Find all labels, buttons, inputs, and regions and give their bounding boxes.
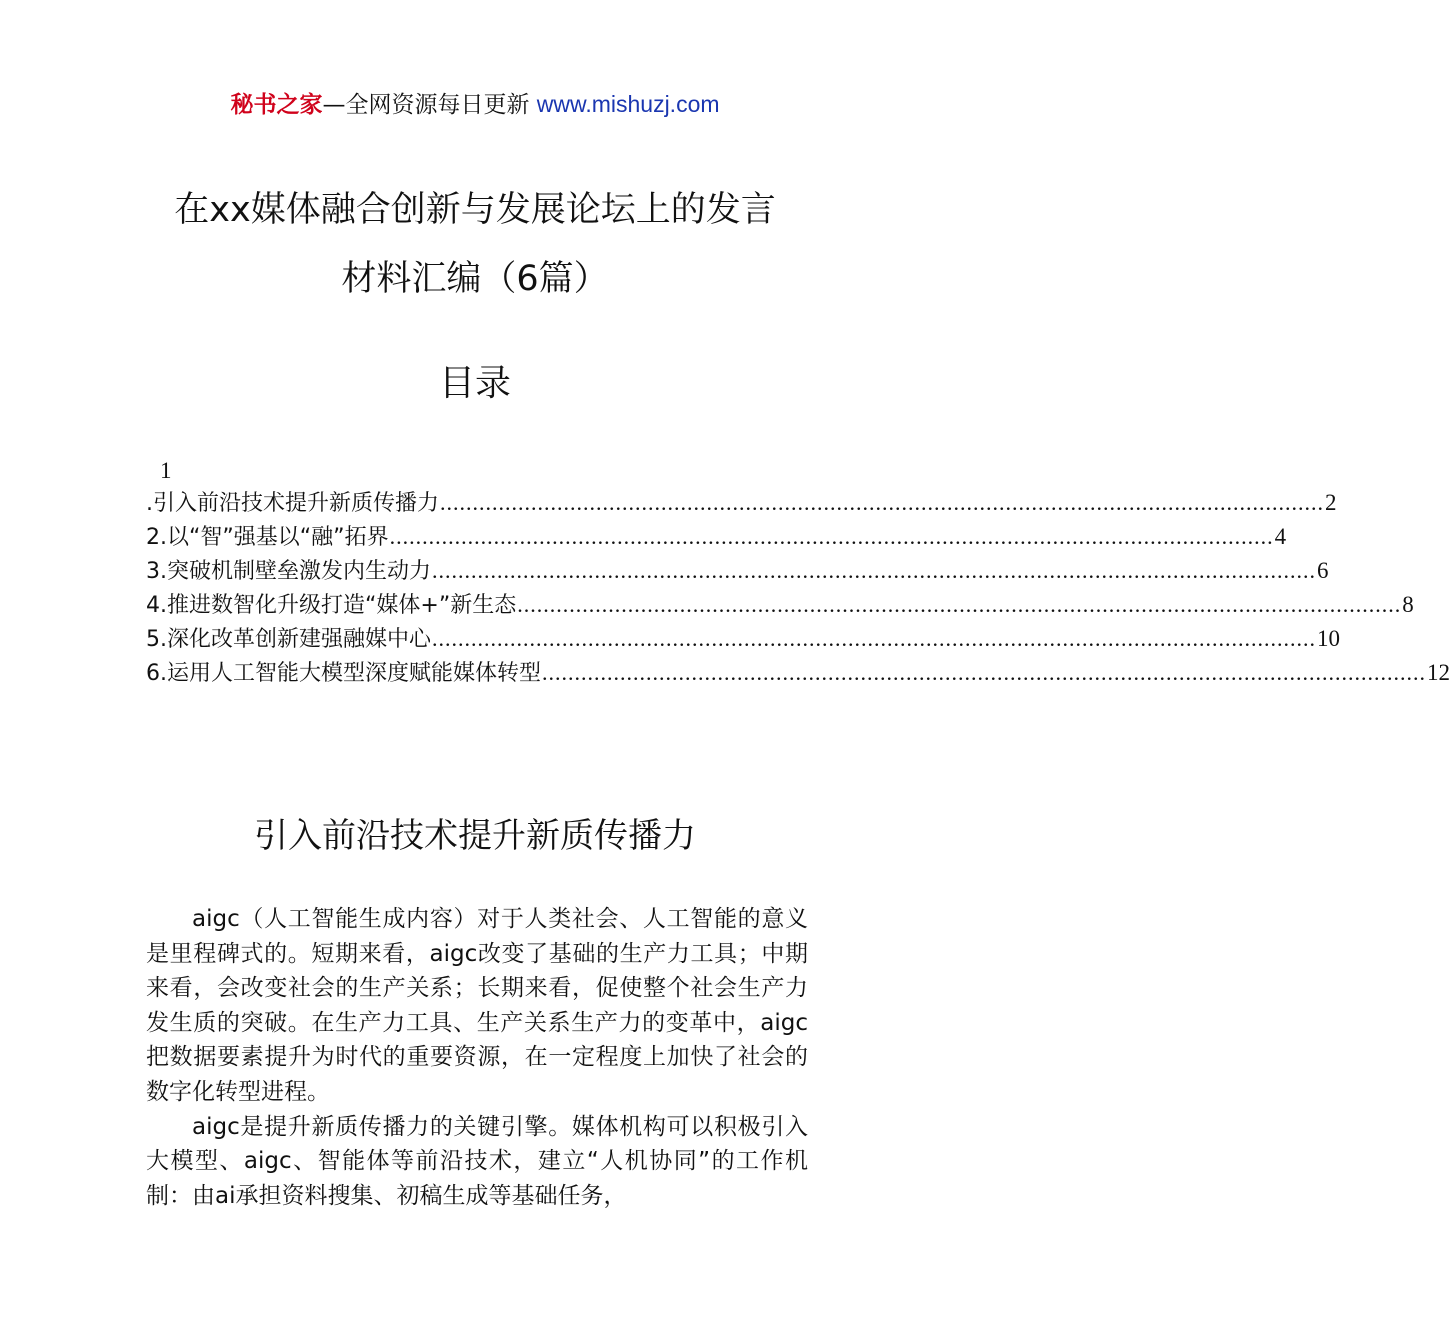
toc-item-label: 2.以“智”强基以“融”拓界 — [146, 525, 389, 550]
toc-first-number: 1 — [160, 458, 172, 483]
toc-leader: ........................................................................................................................................ — [542, 660, 1426, 685]
toc-item-label: .引入前沿技术提升新质传播力 — [146, 491, 439, 516]
site-url-link[interactable]: www.mishuzj.com — [536, 91, 720, 117]
document-title-line1: 在xx媒体融合创新与发展论坛上的发言 — [174, 190, 776, 230]
body-paragraph-1: aigc（人工智能生成内容）对于人类社会、人工智能的意义是里程碑式的。短期来看，aigc改变了基础的生产力工具；中期来看，会改变社会的生产关系；长期来看，促使整个社会生产力发生质的突破。在生产力工具、生产关系生产力的变革中，aigc把数据要素提升为时代的重要资源，在一定程度上加快了社会的数字化转型进程。 — [146, 906, 808, 1105]
toc-item-page: 4 — [1274, 524, 1287, 549]
toc-item-1[interactable] — [146, 486, 1337, 520]
toc-leader: ........................................................................................................................................ — [389, 524, 1274, 549]
toc-item-2[interactable] — [146, 520, 1287, 554]
toc-item-page: 2 — [1325, 490, 1337, 515]
toc-item-label: 3.突破机制壁垒激发内生动力 — [146, 559, 431, 584]
toc-item-label: 6.运用人工智能大模型深度赋能媒体转型 — [146, 661, 541, 686]
table-of-contents — [146, 456, 1450, 690]
document-title-line2: 材料汇编（6篇） — [341, 259, 609, 299]
body-paragraph-2: aigc是提升新质传播力的关键引擎。媒体机构可以积极引入大模型、aigc、智能体等前沿技术，建立“人机协同”的工作机制：由ai承担资料搜集、初稿生成等基础任务， — [146, 1113, 808, 1209]
toc-item-4[interactable] — [146, 588, 1414, 622]
section-title: 引入前沿技术提升新质传播力 — [254, 816, 696, 856]
site-tagline: —全网资源每日更新 — [322, 92, 537, 118]
site-header — [0, 88, 950, 121]
toc-heading: 目录 — [438, 363, 511, 404]
toc-item-label: 5.深化改革创新建强融媒中心 — [146, 627, 431, 652]
toc-item-page: 10 — [1317, 626, 1340, 651]
toc-item-3[interactable] — [146, 554, 1329, 588]
toc-leader: ........................................................................................................................................ — [432, 558, 1316, 583]
section-body — [146, 902, 808, 1213]
site-brand: 秘书之家 — [230, 92, 323, 118]
toc-leader: ........................................................................................................................................ — [517, 592, 1402, 617]
toc-item-6[interactable] — [146, 656, 1450, 690]
toc-item-page: 6 — [1317, 558, 1329, 583]
toc-item-label: 4.推进数智化升级打造“媒体+”新生态 — [146, 593, 517, 618]
toc-item-page: 12 — [1427, 660, 1450, 685]
toc-item-5[interactable] — [146, 622, 1340, 656]
toc-item-page: 8 — [1402, 592, 1414, 617]
toc-leader: ........................................................................................................................................ — [432, 626, 1316, 651]
toc-leader: ........................................................................................................................................ — [440, 490, 1324, 515]
